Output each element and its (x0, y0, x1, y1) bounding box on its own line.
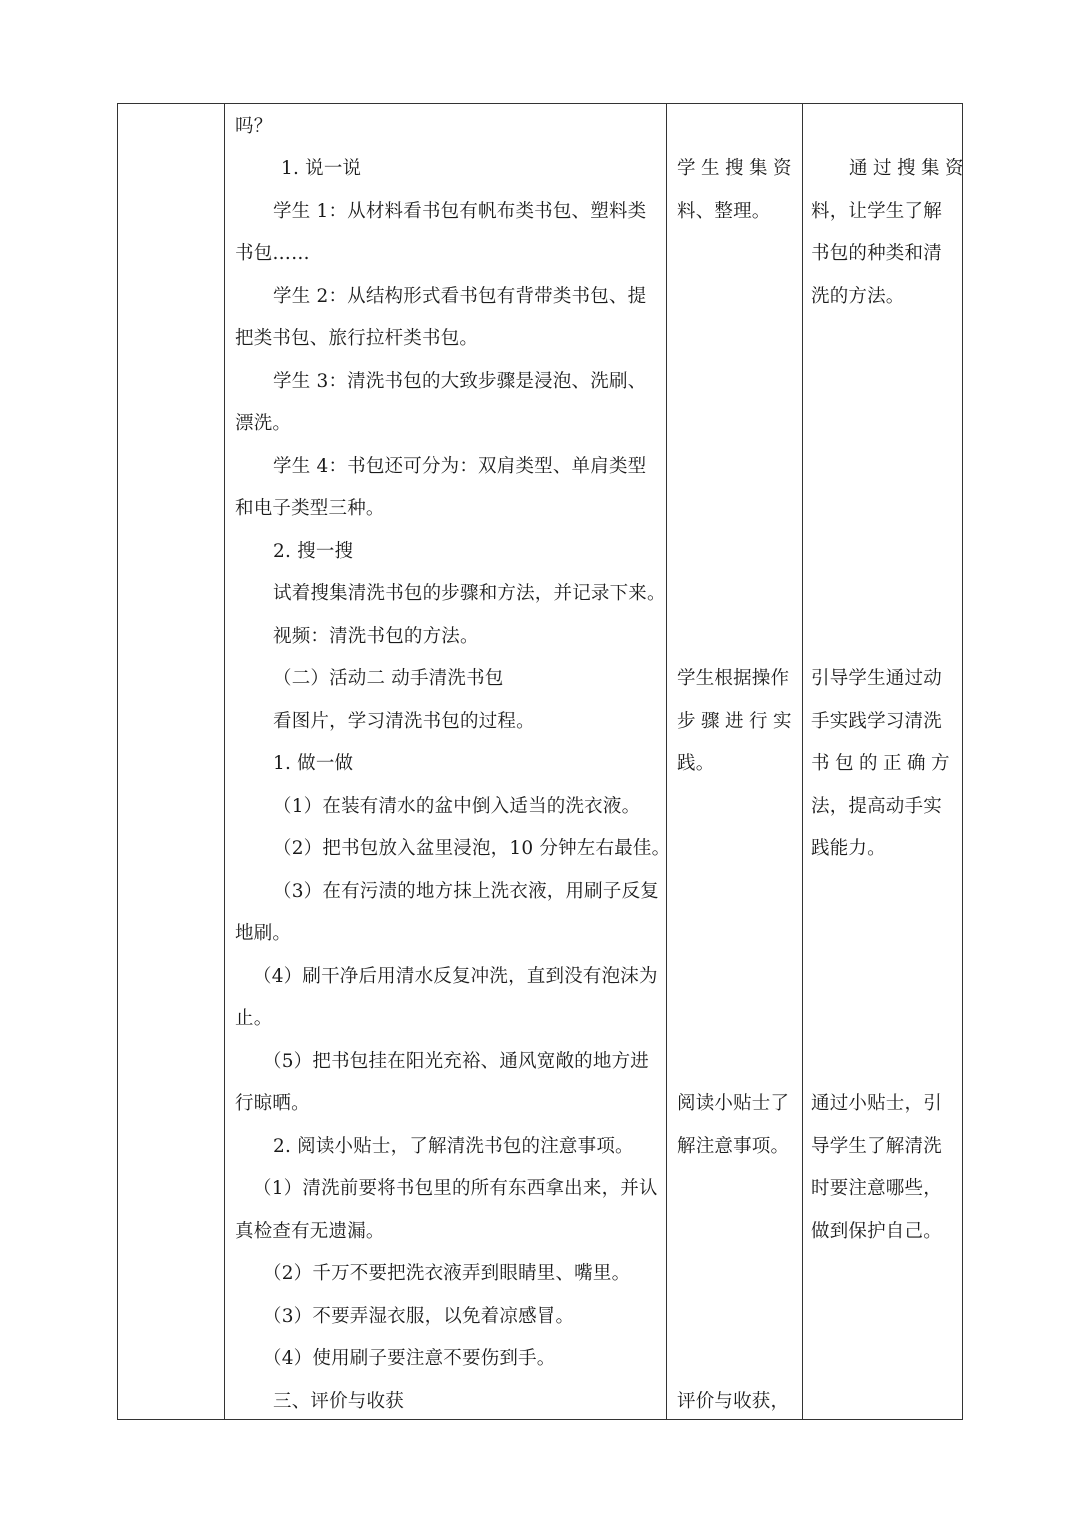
process-line: 视频：清洗书包的方法。 (273, 626, 479, 647)
process-line: 试着搜集清洗书包的步骤和方法，并记录下来。 (273, 583, 666, 604)
process-line: （二）活动二 动手清洗书包 (273, 668, 504, 689)
process-line: 行晾晒。 (235, 1093, 310, 1114)
process-line: 1. 做一做 (273, 753, 354, 774)
intent-line: 通过小贴士，引 (811, 1093, 942, 1114)
intent-line: 法，提高动手实 (811, 796, 942, 817)
process-line: （1）清洗前要将书包里的所有东西拿出来，并认 (253, 1178, 658, 1199)
process-line: 学生 4：书包还可分为：双肩类型、单肩类型 (273, 456, 647, 477)
process-line: 吗？ (235, 116, 273, 137)
intent-line: 引导学生通过动 (811, 668, 942, 689)
student-line: 料、整理。 (677, 201, 771, 222)
student-activity-column (667, 104, 802, 1419)
intent-line: 手实践学习清洗 (811, 711, 942, 732)
process-line: （3）在有污渍的地方抹上洗衣液，用刷子反复 (273, 881, 659, 902)
process-line: 漂洗。 (235, 413, 292, 434)
process-line: 学生 1：从材料看书包有帆布类书包、塑料类 (273, 201, 647, 222)
process-line: 把类书包、旅行拉杆类书包。 (235, 328, 479, 349)
process-line: 和电子类型三种。 (235, 498, 385, 519)
student-line: 学生搜集资 (677, 158, 798, 179)
process-line: 止。 (235, 1008, 273, 1029)
process-line: 1. 说一说 (281, 158, 362, 179)
process-line: 地刷。 (235, 923, 292, 944)
student-line: 学生根据操作 (677, 668, 790, 689)
intent-line: 践能力。 (811, 838, 886, 859)
intent-line: 洗的方法。 (811, 286, 905, 307)
intent-line: 时要注意哪些， (811, 1178, 942, 1199)
student-line: 步骤进行实 (677, 711, 798, 732)
process-line: 学生 2：从结构形式看书包有背带类书包、提 (273, 286, 647, 307)
process-line: （2）把书包放入盆里浸泡，10 分钟左右最佳。 (273, 838, 671, 859)
process-line: 看图片，学习清洗书包的过程。 (273, 711, 535, 732)
process-line: （1）在装有清水的盆中倒入适当的洗衣液。 (273, 796, 641, 817)
intent-line: 做到保护自己。 (811, 1221, 942, 1242)
process-line: （4）使用刷子要注意不要伤到手。 (263, 1348, 556, 1369)
process-line: 2. 搜一搜 (273, 541, 354, 562)
process-line: 书包…… (235, 243, 310, 264)
student-line: 评价与收获， (677, 1391, 790, 1412)
empty-label-column (118, 104, 224, 1419)
student-line: 践。 (677, 753, 715, 774)
intent-line: 书包的种类和清 (811, 243, 942, 264)
lesson-plan-table (117, 103, 970, 1420)
process-line: 三、评价与收获 (273, 1391, 404, 1412)
student-line: 解注意事项。 (677, 1136, 790, 1157)
intent-line: 料，让学生了解 (811, 201, 942, 222)
intent-line: 书包的正确方 (811, 753, 956, 774)
process-line: （5）把书包挂在阳光充裕、通风宽敞的地方进 (263, 1051, 649, 1072)
process-line: （3）不要弄湿衣服，以免着凉感冒。 (263, 1306, 575, 1327)
process-line: 学生 3：清洗书包的大致步骤是浸泡、洗刷、 (273, 371, 647, 392)
process-line: （2）千万不要把洗衣液弄到眼睛里、嘴里。 (263, 1263, 631, 1284)
process-line: 真检查有无遗漏。 (235, 1221, 385, 1242)
process-line: （4）刷干净后用清水反复冲洗，直到没有泡沫为 (253, 966, 658, 987)
teaching-process-column (225, 104, 671, 1419)
process-line: 2. 阅读小贴士，了解清洗书包的注意事项。 (273, 1136, 634, 1157)
intent-line: 导学生了解清洗 (811, 1136, 942, 1157)
intent-line: 通过搜集资 (849, 158, 970, 179)
design-intent-column (803, 104, 970, 1419)
student-line: 阅读小贴士了 (677, 1093, 790, 1114)
